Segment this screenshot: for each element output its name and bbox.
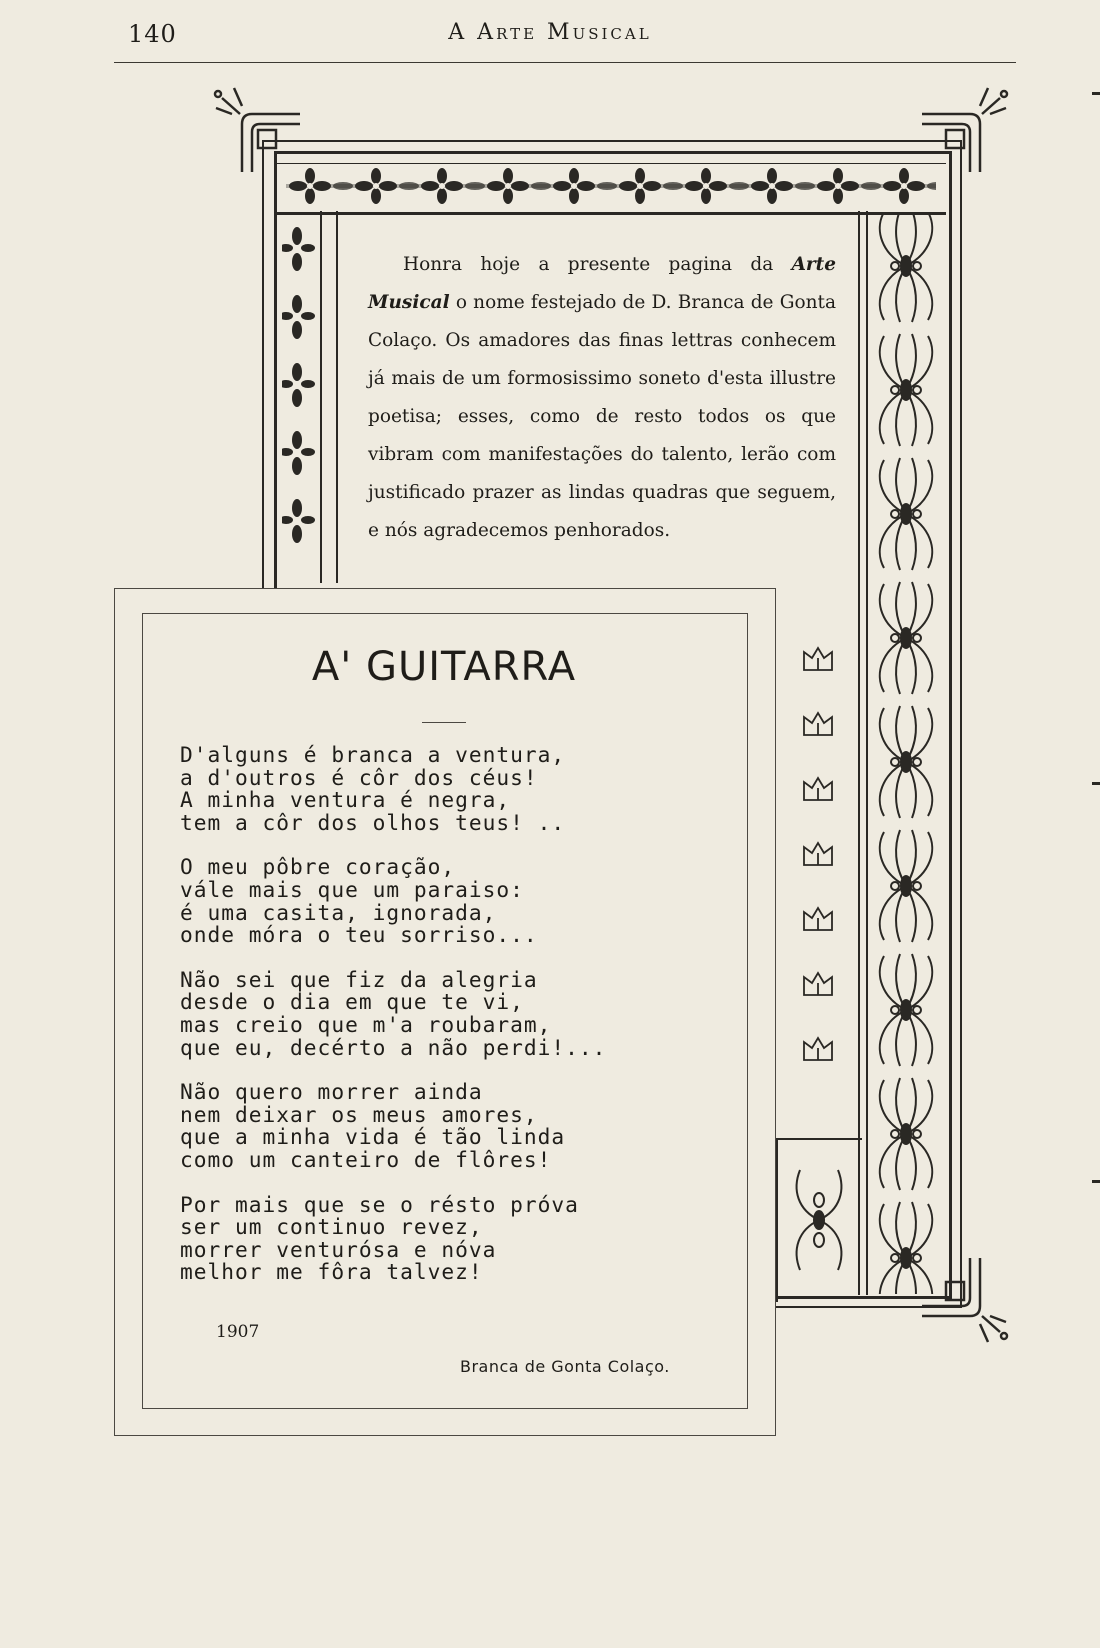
poem-line: D'alguns é branca a ventura, bbox=[180, 742, 566, 767]
lily-scroll-icon bbox=[788, 1150, 850, 1290]
fret-corner-icon bbox=[212, 84, 302, 174]
poem-title: A' GUITARRA bbox=[311, 644, 577, 690]
flower-garland-icon bbox=[286, 164, 936, 208]
intro-text-start: Honra hoje a presente pagina da bbox=[403, 254, 792, 275]
running-title: A Arte Musical bbox=[448, 20, 652, 45]
poem-line: que a minha vida é tão linda bbox=[180, 1124, 566, 1150]
poem-line: mas creio que m'a roubaram, bbox=[180, 1011, 552, 1037]
edge-mark bbox=[1092, 1180, 1100, 1183]
poem-line: Não quero morrer ainda bbox=[180, 1079, 483, 1105]
column-rule bbox=[336, 211, 338, 583]
poem-line: vále mais que um paraiso: bbox=[180, 876, 524, 902]
edge-mark bbox=[1092, 782, 1100, 785]
lily-scroll-icon bbox=[868, 214, 944, 1294]
intro-text-end: o nome festejado de D. Branca de Gonta Colaço. Os amadores das finas lettras conhecem já mais de um formosissimo soneto d'esta illustre poetisa; esses, como de resto todos os que vibram com manifestações do talento, lerão com justificado prazer as lindas quadras que seguem, e nós agradecemos penhorados. bbox=[368, 292, 836, 541]
poem-line: desde o dia em que te vi, bbox=[180, 989, 524, 1015]
magazine-title: Arte Musical bbox=[368, 254, 836, 313]
poem-line: onde móra o teu sorriso... bbox=[180, 922, 538, 948]
poem-stanzas bbox=[180, 744, 720, 1306]
poem-line: que eu, decérto a não perdi!... bbox=[180, 1034, 607, 1060]
stanza bbox=[180, 1191, 720, 1285]
column-rule bbox=[858, 211, 860, 1295]
flower-cluster-icon bbox=[282, 224, 332, 574]
poem-year: 1907 bbox=[216, 1322, 260, 1342]
poem-line: ser um continuo revez, bbox=[180, 1214, 483, 1240]
poem-line: como um canteiro de flôres! bbox=[180, 1146, 552, 1172]
poem-line: tem a côr dos olhos teus! .. bbox=[180, 809, 566, 835]
fret-corner-icon bbox=[920, 84, 1010, 174]
poem-line: morrer venturósa e nóva bbox=[180, 1236, 497, 1262]
poem-line: O meu pôbre coração, bbox=[180, 854, 456, 880]
title-rule bbox=[422, 722, 466, 723]
intro-paragraph bbox=[368, 246, 836, 550]
page-number: 140 bbox=[128, 20, 177, 48]
edge-mark bbox=[1092, 92, 1100, 95]
poem-line: Não sei que fiz da alegria bbox=[180, 966, 538, 992]
fret-corner-icon bbox=[920, 1256, 1010, 1346]
stanza bbox=[180, 856, 720, 946]
stanza bbox=[180, 1081, 720, 1171]
stanza bbox=[180, 966, 720, 1060]
header-rule bbox=[114, 62, 1016, 63]
poem-line: melhor me fôra talvez! bbox=[180, 1259, 483, 1285]
poem-author: Branca de Gonta Colaço. bbox=[460, 1357, 670, 1376]
poem-line: A minha ventura é negra, bbox=[180, 787, 511, 813]
poem-line: Por mais que se o résto próva bbox=[180, 1191, 579, 1217]
stanza bbox=[180, 744, 720, 834]
poem-line: é uma casita, ignorada, bbox=[180, 899, 497, 925]
poem-line: nem deixar os meus amores, bbox=[180, 1101, 538, 1127]
tulip-icon bbox=[796, 640, 840, 1080]
poem-line: a d'outros é côr dos céus! bbox=[180, 764, 538, 790]
